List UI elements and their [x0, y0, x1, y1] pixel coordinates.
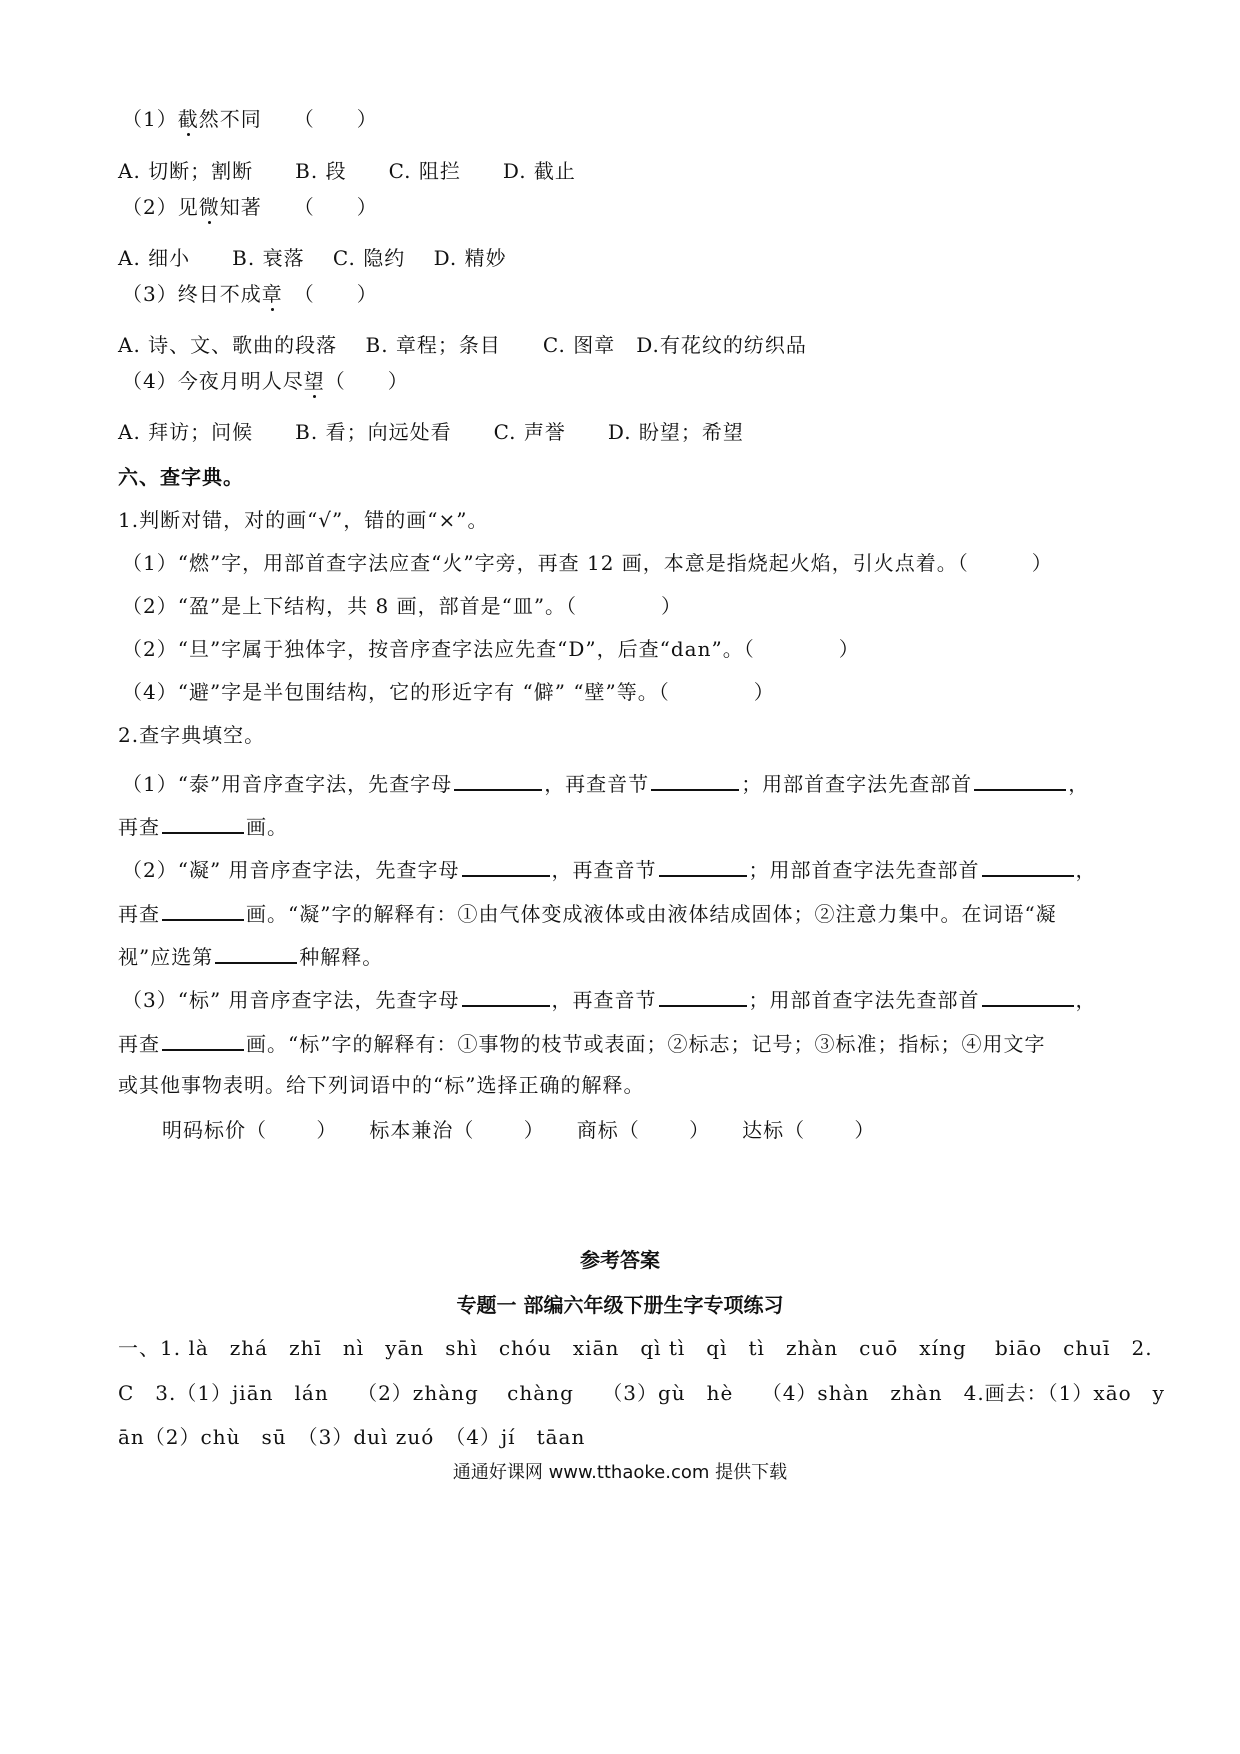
- answers-subheading: 专题一 部编六年级下册生字专项练习: [456, 1293, 784, 1317]
- dotted-char: 微: [198, 195, 220, 219]
- answer-blank[interactable]: [982, 983, 1074, 1007]
- judge-item-3: （2）“旦”字属于独体字，按音序查字法应先查“D”，后查“dan”。（ ）: [122, 637, 860, 661]
- answer-blank[interactable]: [162, 897, 244, 921]
- answer-blank[interactable]: [462, 853, 550, 877]
- answer-blank[interactable]: [454, 767, 542, 791]
- fill-item-3-cont2: 或其他事物表明。给下列词语中的“标”选择正确的解释。: [118, 1073, 645, 1097]
- answer-blank[interactable]: [651, 767, 739, 791]
- fill-item-1: （1）“泰”用音序查字法，先查字母 ，再查音节 ；用部首查字法先查部首 ，: [122, 767, 1089, 799]
- answer-blank[interactable]: [659, 983, 747, 1007]
- footer-text: 通通好课网 www.tthaoke.com 提供下载: [452, 1462, 788, 1483]
- fill-item-2: （2）“凝” 用音序查字法，先查字母 ，再查音节 ；用部首查字法先查部首 ，: [122, 853, 1097, 885]
- q5-item1-options: A. 切断；割断 B. 段 C. 阻拦 D. 截止: [118, 159, 576, 183]
- dotted-char: 望: [303, 369, 325, 393]
- judge-item-4: （4）“避”字是半包围结构，它的形近字有 “僻” “壁”等。（ ）: [122, 680, 775, 704]
- dotted-char: 章: [261, 282, 283, 306]
- fill-item-2-cont2: 视”应选第 种解释。: [118, 940, 383, 972]
- answer-blank[interactable]: [162, 1027, 244, 1051]
- answer-blank[interactable]: [162, 810, 244, 834]
- answer-line-1: 一、1. là zhá zhī nì yān shì chóu xiān qì tì qì tì zhàn cuō xíng biāo chuī 2.: [118, 1336, 1153, 1360]
- q5-item4: （4）今夜月明人尽望（ ）: [122, 369, 409, 393]
- part1-title: 1.判断对错，对的画“√”，错的画“×”。: [118, 508, 489, 532]
- answer-line-3: ān（2）chù sū （3）duì zuó （4）jí tāan: [118, 1425, 586, 1449]
- section-title: 六、查字典。: [118, 465, 244, 489]
- judge-item-2: （2）“盈”是上下结构，共 8 画，部首是“皿”。（ ）: [122, 594, 683, 618]
- judge-item-1: （1）“燃”字，用部首查字法应查“火”字旁，再查 12 画，本意是指烧起火焰，引火点着。（ ）: [122, 551, 1053, 575]
- answer-line-2: C 3.（1）jiān lán （2）zhàng chàng （3）gù hè （4）shàn zhàn 4.画去：（1）xāo y: [118, 1381, 1165, 1405]
- fill-item-1-cont: 再查 画。: [118, 810, 288, 842]
- answer-blank[interactable]: [974, 767, 1066, 791]
- fill-item-3: （3）“标” 用音序查字法，先查字母 ，再查音节 ；用部首查字法先查部首 ，: [122, 983, 1097, 1015]
- answer-blank[interactable]: [462, 983, 550, 1007]
- word-choices: 明码标价（ ） 标本兼治（ ） 商标（ ） 达标（ ）: [162, 1118, 876, 1142]
- fill-item-3-cont: 再查 画。“标”字的解释有：①事物的枝节或表面；②标志；记号；③标准；指标；④用文字: [118, 1027, 1045, 1059]
- q5-item4-options: A. 拜访；问候 B. 看；向远处看 C. 声誉 D. 盼望；希望: [118, 420, 744, 444]
- q5-item3-options: A. 诗、文、歌曲的段落 B. 章程；条目 C. 图章 D.有花纹的纺织品: [118, 333, 807, 357]
- part2-title: 2.查字典填空。: [118, 723, 266, 747]
- answer-blank[interactable]: [982, 853, 1074, 877]
- dotted-char: 截: [177, 107, 199, 131]
- fill-item-2-cont: 再查 画。“凝”字的解释有：①由气体变成液体或由液体结成固体；②注意力集中。在词语“凝: [118, 897, 1057, 929]
- q5-item1: （1）截然不同 （ ）: [122, 107, 378, 131]
- answer-blank[interactable]: [659, 853, 747, 877]
- q5-item3: （3）终日不成章 （ ）: [122, 282, 378, 306]
- answer-blank[interactable]: [215, 940, 297, 964]
- answers-heading: 参考答案: [580, 1248, 660, 1272]
- q5-item2-options: A. 细小 B. 衰落 C. 隐约 D. 精妙: [118, 246, 507, 270]
- q5-item2: （2）见微知著 （ ）: [122, 195, 378, 219]
